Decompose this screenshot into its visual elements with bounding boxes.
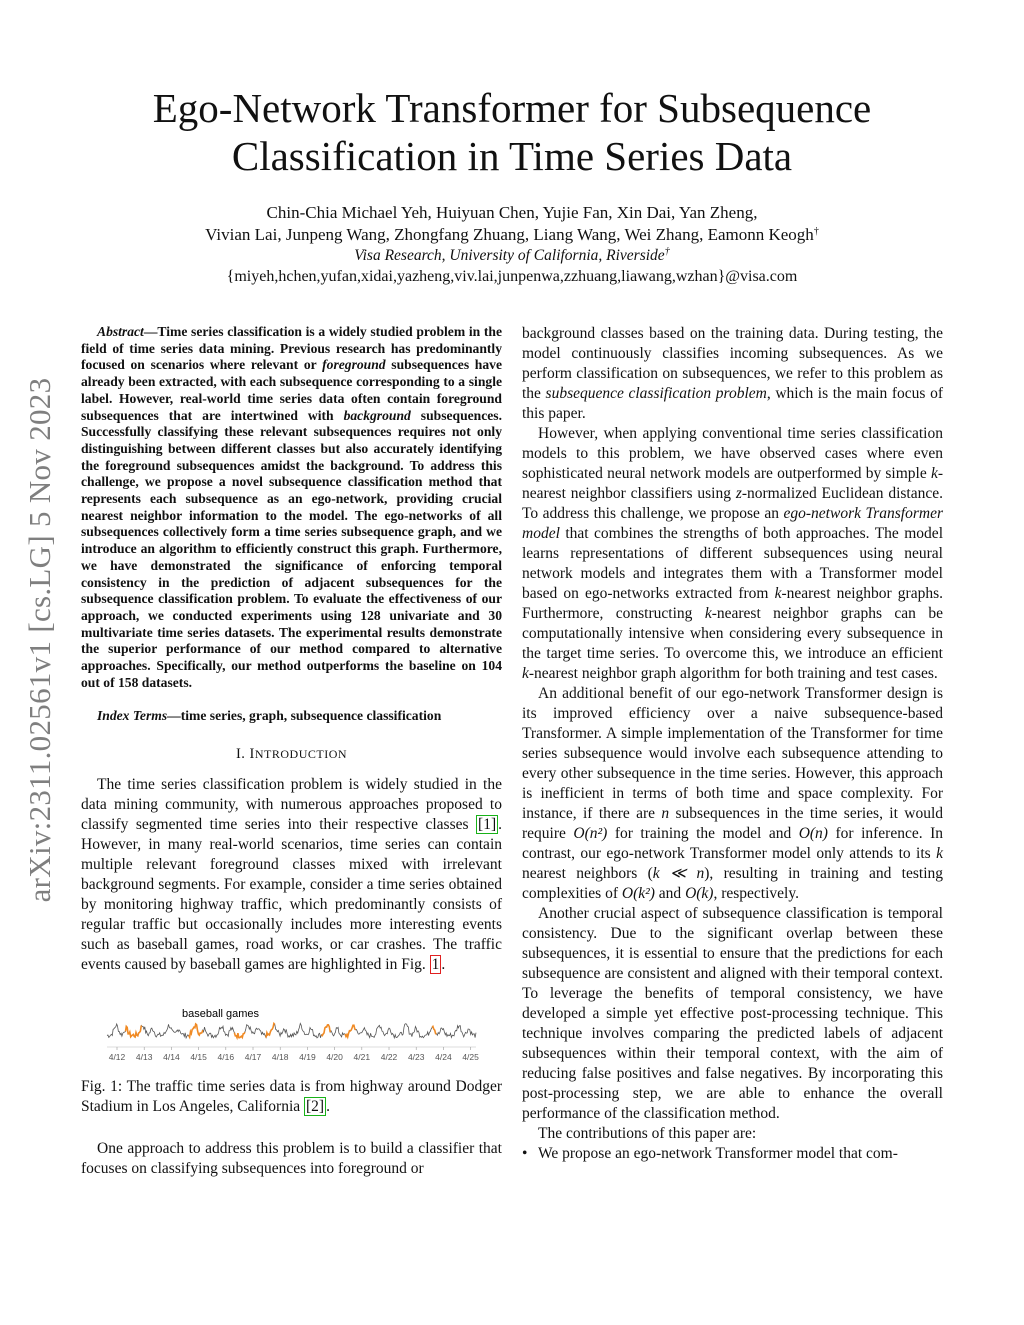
right-paragraph-1: background classes based on the training data. During testing, the model continuously classifies incoming subsequences. As we perform classification on subsequences, we refer to this problem as the subsequence classification problem, which is the main focus of this paper. [522,325,943,422]
x-tick-label: 4/14 [163,1052,180,1063]
figure-reference-link[interactable]: 1 [431,956,440,974]
affiliation: Visa Research, University of California, Riverside† [354,246,670,264]
abstract: Abstract—Time series classification is a widely studied problem in the field of time series data mining. Previous research has predominantly focused on scenarios where relevant or foreground subsequences have already been extracted, with each subsequence corresponding to a single label. However, real-world time series data often contain foreground subsequences that are intertwined with background subsequences. Successfully classifying these relevant subsequences requires not only distinguishing between different classes but also accurately identifying the foreground subsequences amidst the background. To address this challenge, we propose a novel subsequence classification method that represents each subsequence as an ego-network, providing crucial nearest neighbor information to the model. The ego-networks of all subsequences collectively form a time series subsequence graph, and we introduce an algorithm to efficiently construct this graph. Furthermore, we have demonstrated the significance of enforcing temporal consistency in the prediction of adjacent subsequences for the subsequence classification problem. To evaluate the effectiveness of our approach, we conducted experiments using 128 univariate and 30 multivariate time series datasets. The experimental results demonstrate the superior performance of our method compared to alternative approaches. Specifically, our method outperforms the baseline on 104 out of 158 datasets. [81,324,502,690]
citation-link[interactable]: [1] [478,816,497,834]
authors-line-2: Vivian Lai, Junpeng Wang, Zhongfang Zhuang, Liang Wang, Wei Zhang, Eamonn Keogh† [205,225,819,244]
paper-title [0,84,1024,180]
arxiv-identifier: arXiv:2311.02561v1 [cs.LG] 5 Nov 2023 [22,377,57,903]
baseball-game-segment [234,1033,245,1039]
x-tick-label: 4/24 [435,1052,452,1063]
figure-1-caption: Fig. 1: The traffic time series data is from highway around Dodger Stadium in Los Angeles, California [2] . [81,1078,502,1116]
index-terms: Index Terms—time series, graph, subsequence classification [97,708,442,724]
baseball-game-segment [126,1026,142,1038]
contribution-list-item: • We propose an ego-network Transformer model that com- [522,1145,898,1162]
traffic-figure [81,1003,502,1063]
author-emails: {miyeh,hchen,yufan,xidai,yazheng,viv.lai,junpenwa,zzhuang,liawang,wzhan}@visa.com [226,268,798,285]
x-tick-label: 4/23 [407,1052,425,1063]
baseball-game-segment [266,1024,275,1038]
x-axis-ticks [109,1047,479,1062]
x-tick-label: 4/18 [271,1052,289,1063]
x-tick-label: 4/19 [299,1052,316,1063]
baseball-games-annotation: baseball games [182,1008,260,1021]
x-tick-label: 4/16 [217,1052,235,1063]
bullet-icon: • [522,1145,528,1162]
x-tick-label: 4/25 [462,1052,479,1063]
citation-link[interactable]: [2] [306,1098,325,1116]
traffic-series [107,1024,476,1039]
dagger-mark: † [813,226,819,237]
section-heading-introduction: I. INTRODUCTION [235,746,348,763]
baseball-game-segment [321,1025,330,1036]
traffic-series-line [107,1024,476,1039]
traffic-time-series-plot [81,1003,502,1063]
intro-paragraph-1: The time series classification problem is widely studied in the data mining community, with numerous approaches proposed to classify segmented time series into their respective classes [1] . However, in many real-world scenarios, time series can contain multiple relevant foreground classes mixed with irrelevant background segments. For example, consider a time series obtained by monitoring highway traffic, which predominantly consists of regular traffic but occasionally includes more interesting events such as baseball games, road works, or car crashes. The traffic events caused by baseball games are highlighted in Fig. 1 . [81,776,502,974]
baseball-game-segment [189,1024,203,1037]
x-tick-label: 4/12 [108,1052,126,1063]
right-paragraph-5: The contributions of this paper are: [538,1125,757,1142]
authors-line-1: Chin-Chia Michael Yeh, Huiyuan Chen, Yujie Fan, Xin Dai, Yan Zheng, [266,203,758,222]
title-line-2: Classification in Time Series Data [231,133,793,179]
right-paragraph-4: Another crucial aspect of subsequence classification is temporal consistency. Due to the significant overlap between these subsequences, it is essential to ensure that the predictions for each subsequence are consistent and aligned with their temporal context. To leverage the benefits of temporal consistency, we have developed a simple yet effective post-processing technique. This technique involves comparing the predicted labels of adjacent subsequences within their temporal context, with the aim of reducing false positives and false negatives. By incorporating this post-processing step, we are able to enhance the overall performance of the classification method. [522,905,943,1122]
x-tick-label: 4/22 [380,1052,398,1063]
left-column [81,324,502,1179]
x-tick-label: 4/15 [190,1052,207,1063]
intro-paragraph-2: One approach to address this problem is to build a classifier that focuses on classifying subsequences into foreground or [81,1140,502,1178]
title-line-1: Ego-Network Transformer for Subsequence [152,85,872,131]
baseball-game-segment [345,1026,356,1038]
x-tick-label: 4/20 [326,1052,343,1063]
x-tick-label: 4/17 [244,1052,262,1063]
x-tick-label: 4/21 [353,1052,371,1063]
right-column [522,324,943,1164]
author-block [0,202,1024,288]
x-tick-label: 4/13 [135,1052,153,1063]
right-paragraph-3: An additional benefit of our ego-network Transformer design is its improved efficiency over a naive subsequence-based Transformer. A simple implementation of the Transformer for time series subsequence would involve each subsequence attending to every other subsequence in the time series. However, this approach is inefficient in terms of both time and space complexity. For instance, if there are n subsequences in the time series, it would require O(n²) for training the model and O(n) for inference. In contrast, our ego-network Transformer model only attends to its k nearest neighbors (k ≪ n), resulting in training and testing complexities of O(k²) and O(k), respectively. [522,685,944,902]
right-paragraph-2: However, when applying conventional time series classification models to this problem, we have observed cases where even sophisticated neural network models are outperformed by simple k-nearest neighbor classifiers using z-normalized Euclidean distance. To address this challenge, we propose an ego-network Transformer model that combines the strengths of both approaches. The model learns representations of different subsequences using neural network models and integrates them with a Transformer model based on ego-networks extracted from k-nearest neighbor graphs. Furthermore, constructing k-nearest neighbor graphs can be computationally intensive when considering every subsequence in the target time series. To overcome this, we introduce an efficient k-nearest neighbor graph algorithm for both training and test cases. [522,425,943,682]
baseball-game-segment [432,1027,436,1034]
